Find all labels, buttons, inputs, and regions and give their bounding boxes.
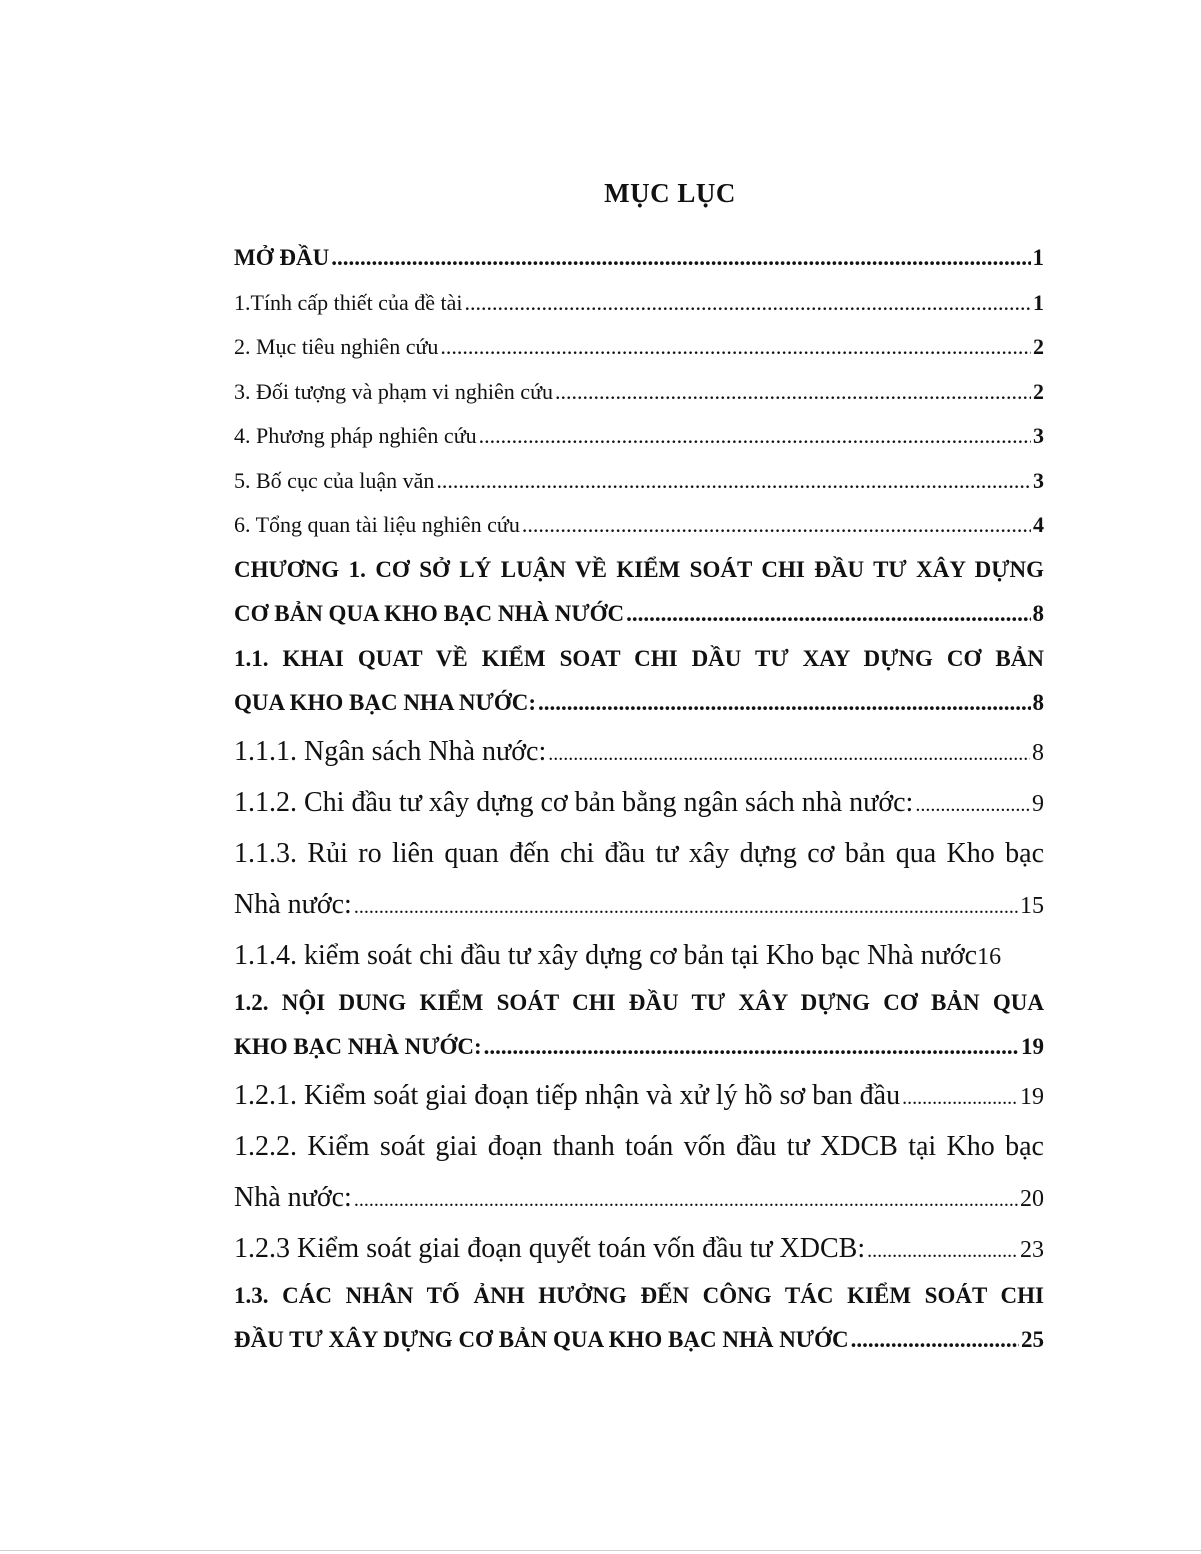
dot-leader <box>464 281 1031 326</box>
toc-page-number: 2 <box>1033 378 1044 404</box>
dot-leader <box>538 681 1031 726</box>
toc-entry-text: 1.2.3 Kiểm soát giai đoạn quyết toán vốn đầu tư XDCB: <box>234 1232 866 1264</box>
toc-entry-text: Nhà nước: <box>234 1181 352 1213</box>
toc-entry[interactable] <box>234 1070 1044 1121</box>
toc-entry-line1[interactable]: 1.2.2. Kiểm soát giai đoạn thanh toán vốn đầu tư XDCB tại Kho bạc <box>234 1130 1044 1162</box>
toc-page-number: 19 <box>1020 1083 1044 1110</box>
toc-page-number: 3 <box>1033 467 1044 493</box>
toc-entry-text: MỞ ĐẦU <box>234 245 330 270</box>
toc-entry-text: Nhà nước: <box>234 888 352 920</box>
toc-page-number: 20 <box>1020 1185 1044 1212</box>
toc-page-number: 4 <box>1033 512 1044 537</box>
toc-entry-text: KHO BẠC NHÀ NƯỚC: <box>234 1034 482 1059</box>
dot-leader <box>522 503 1031 548</box>
toc-entry[interactable] <box>234 681 1044 726</box>
table-of-contents <box>234 236 1044 1363</box>
toc-entry-text: 4. Phương pháp nghiên cứu <box>234 423 477 448</box>
dot-leader <box>479 414 1031 459</box>
toc-page-number: 15 <box>1020 892 1044 919</box>
toc-entry[interactable] <box>234 370 1044 415</box>
toc-entry-text: ĐẦU TƯ XÂY DỰNG CƠ BẢN QUA KHO BẠC NHÀ NƯỚC <box>234 1327 849 1352</box>
toc-entry-line1[interactable]: 1.3. CÁC NHÂN TỐ ẢNH HƯỞNG ĐẾN CÔNG TÁC KIỂM SOÁT CHI <box>234 1282 1044 1308</box>
toc-entry[interactable] <box>234 459 1044 504</box>
dot-leader <box>915 780 1030 828</box>
toc-page-number: 3 <box>1033 423 1044 448</box>
toc-page-number: 2 <box>1033 334 1044 359</box>
toc-entry-text: 1.1.1. Ngân sách Nhà nước: <box>234 735 547 767</box>
toc-entry[interactable] <box>234 1223 1044 1274</box>
toc-entry-text: 5. Bố cục của luận văn <box>234 467 435 493</box>
toc-entry[interactable] <box>234 1025 1044 1070</box>
toc-entry-text: 1.1.2. Chi đầu tư xây dựng cơ bản bằng ngân sách nhà nước: <box>234 786 914 818</box>
toc-entry-text: CƠ BẢN QUA KHO BẠC NHÀ NƯỚC <box>234 601 625 626</box>
dot-leader <box>851 1318 1019 1363</box>
toc-entry-line1[interactable]: 1.1.3. Rủi ro liên quan đến chi đầu tư xây dựng cơ bản qua Kho bạc <box>234 837 1044 869</box>
toc-page-number: 9 <box>1032 790 1044 817</box>
toc-entry[interactable] <box>234 592 1044 637</box>
dot-leader <box>354 882 1018 930</box>
dot-leader <box>436 459 1031 504</box>
toc-entry[interactable] <box>234 1172 1044 1223</box>
toc-entry[interactable] <box>234 503 1044 548</box>
toc-entry-text: 6. Tổng quan tài liệu nghiên cứu <box>234 512 520 537</box>
dot-leader <box>548 729 1030 777</box>
toc-entry[interactable] <box>234 879 1044 930</box>
toc-page-number: 8 <box>1032 601 1044 626</box>
toc-entry[interactable] <box>234 281 1044 326</box>
toc-entry-line1[interactable]: 1.2. NỘI DUNG KIỂM SOÁT CHI ĐẦU TƯ XÂY DỰNG CƠ BẢN QUA <box>234 989 1044 1015</box>
dot-leader <box>626 592 1030 637</box>
toc-entry-text: QUA KHO BẠC NHA NƯỚC: <box>234 690 536 715</box>
dot-leader <box>331 236 1030 281</box>
toc-entry-text: 1.2.1. Kiểm soát giai đoạn tiếp nhận và xử lý hồ sơ ban đầu <box>234 1079 901 1111</box>
dot-leader <box>440 325 1031 370</box>
toc-entry[interactable] <box>234 236 1044 281</box>
toc-page-number: 1 <box>1032 245 1044 270</box>
toc-page-number: 1 <box>1033 289 1044 315</box>
toc-entry-line1[interactable]: CHƯƠNG 1. CƠ SỞ LÝ LUẬN VỀ KIỂM SOÁT CHI ĐẦU TƯ XÂY DỰNG <box>234 556 1044 582</box>
dot-leader <box>867 1226 1018 1274</box>
toc-entry-text: 1.Tính cấp thiết của đề tài <box>234 289 463 315</box>
dot-leader <box>902 1073 1018 1121</box>
toc-entry-text: 1.1.4. kiểm soát chi đầu tư xây dựng cơ bản tại Kho bạc Nhà nước <box>234 939 978 971</box>
page-title: MỤC LỤC <box>604 178 736 208</box>
page-bottom-edge <box>0 1550 1201 1551</box>
toc-page-number: 23 <box>1020 1236 1044 1263</box>
dot-leader <box>354 1175 1018 1223</box>
toc-entry[interactable] <box>234 726 1044 777</box>
toc-entry[interactable] <box>234 930 1044 981</box>
toc-page-number: 16 <box>977 943 1002 970</box>
toc-entry[interactable] <box>234 414 1044 459</box>
toc-entry-text: 3. Đối tượng và phạm vi nghiên cứu <box>234 378 553 404</box>
dot-leader <box>484 1025 1019 1070</box>
toc-page-number: 8 <box>1032 690 1044 715</box>
toc-entry[interactable] <box>234 325 1044 370</box>
toc-entry-text: 2. Mục tiêu nghiên cứu <box>234 334 439 359</box>
toc-entry-line1[interactable]: 1.1. KHAI QUAT VỀ KIỂM SOAT CHI DẦU TƯ XAY DỰNG CƠ BẢN <box>234 645 1044 671</box>
toc-page-number: 25 <box>1021 1327 1044 1352</box>
toc-entry[interactable] <box>234 777 1044 828</box>
dot-leader <box>555 370 1031 415</box>
toc-page-number: 19 <box>1021 1034 1044 1059</box>
toc-entry[interactable] <box>234 1318 1044 1363</box>
toc-page-number: 8 <box>1032 739 1044 766</box>
